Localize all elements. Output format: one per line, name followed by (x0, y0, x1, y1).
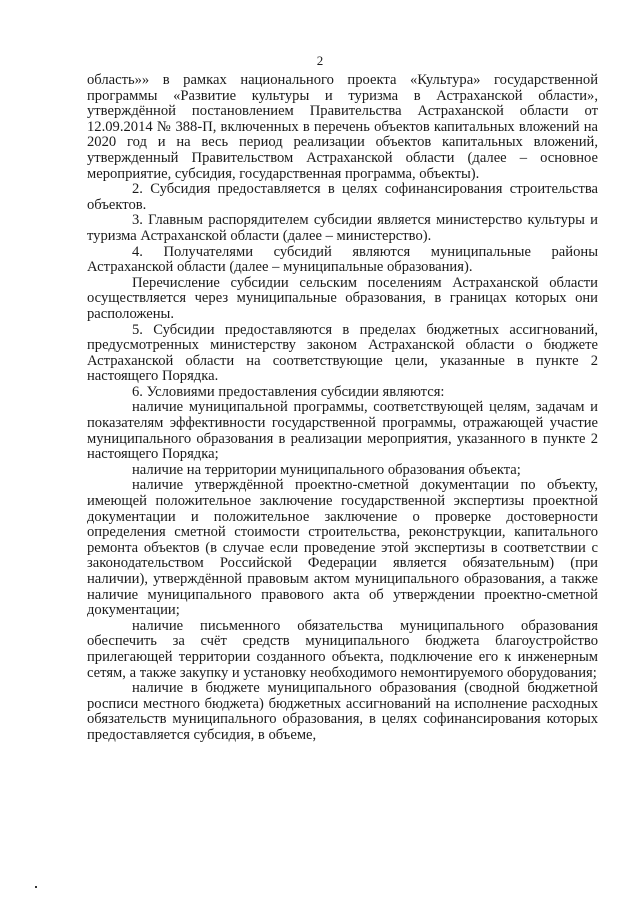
scan-artifact (35, 886, 37, 888)
paragraph-item-3: 3. Главным распорядителем субсидии является министерство культуры и туризма Астраханской области (далее – министерство). (87, 212, 598, 244)
condition-design-documentation: наличие утверждённой проектно-сметной документации по объекту, имеющей положительное заключение государственной экспертизы проектной документации и положительное заключение о проверке достоверности определения сметной стоимости строительства, реконструкции, капитального ремонта объектов (в случае если проведение этой экспертизы в соответствии с законодательством Российской Федерации является обязательным) (при наличии), утверждённой правовым актом муниципального образования, а также наличие муниципального правового акта об утверждении проектно-сметной документации; (87, 477, 598, 619)
condition-municipal-program: наличие муниципальной программы, соответствующей целям, задачам и показателям эффективности государственной программы, отражающей участие муниципального образования в реализации мероприятия, указанного в пункте 2 настоящего Порядка; (87, 399, 598, 463)
document-body (87, 73, 598, 744)
condition-written-obligation: наличие письменного обязательства муниципального образования обеспечить за счёт средств муниципального бюджета благоустройство прилегающей территории созданного объекта, подключение его к инженерным сетям, а также закупку и установку необходимого немонтируемого оборудования; (87, 617, 598, 681)
paragraph-item-2: 2. Субсидия предоставляется в целях софинансирования строительства объектов. (87, 181, 598, 213)
paragraph-item-4: 4. Получателями субсидий являются муниципальные районы Астраханской области (далее – муниципальные образования). (87, 243, 598, 276)
condition-budget-allocations: наличие в бюджете муниципального образования (сводной бюджетной росписи местного бюджета) бюджетных ассигнований на исполнение расходных обязательств муниципального образования, в целях софинансирования которых предоставляется субсидия, в объеме, (87, 680, 598, 743)
paragraph-item-6: 6. Условиями предоставления субсидии являются: (132, 383, 445, 400)
paragraph-continuation: область»» в рамках национального проекта «Культура» государственной программы «Развитие культуры и туризма в Астраханской области», утверждённой постановлением Правительства Астраханской области от 12.09.2014 № 388-П, включенных в перечень объектов капитальных вложений на 2020 год и на весь период реализации объектов капитальных вложений, утвержденный Правительством Астраханской области (далее – основное мероприятие, субсидия, государственная программа, объекты). (87, 72, 598, 182)
condition-object-territory: наличие на территории муниципального образования объекта; (132, 461, 521, 478)
page-number: 2 (316, 53, 324, 68)
paragraph-transfer: Перечисление субсидии сельским поселениям Астраханской области осуществляется через муниципальные образования, в границах которых они расположены. (87, 274, 598, 322)
paragraph-item-5: 5. Субсидии предоставляются в пределах бюджетных ассигнований, предусмотренных министерству законом Астраханской области о бюджете Астраханской области на соответствующие цели, указанные в пункте 2 настоящего Порядка. (87, 321, 598, 385)
